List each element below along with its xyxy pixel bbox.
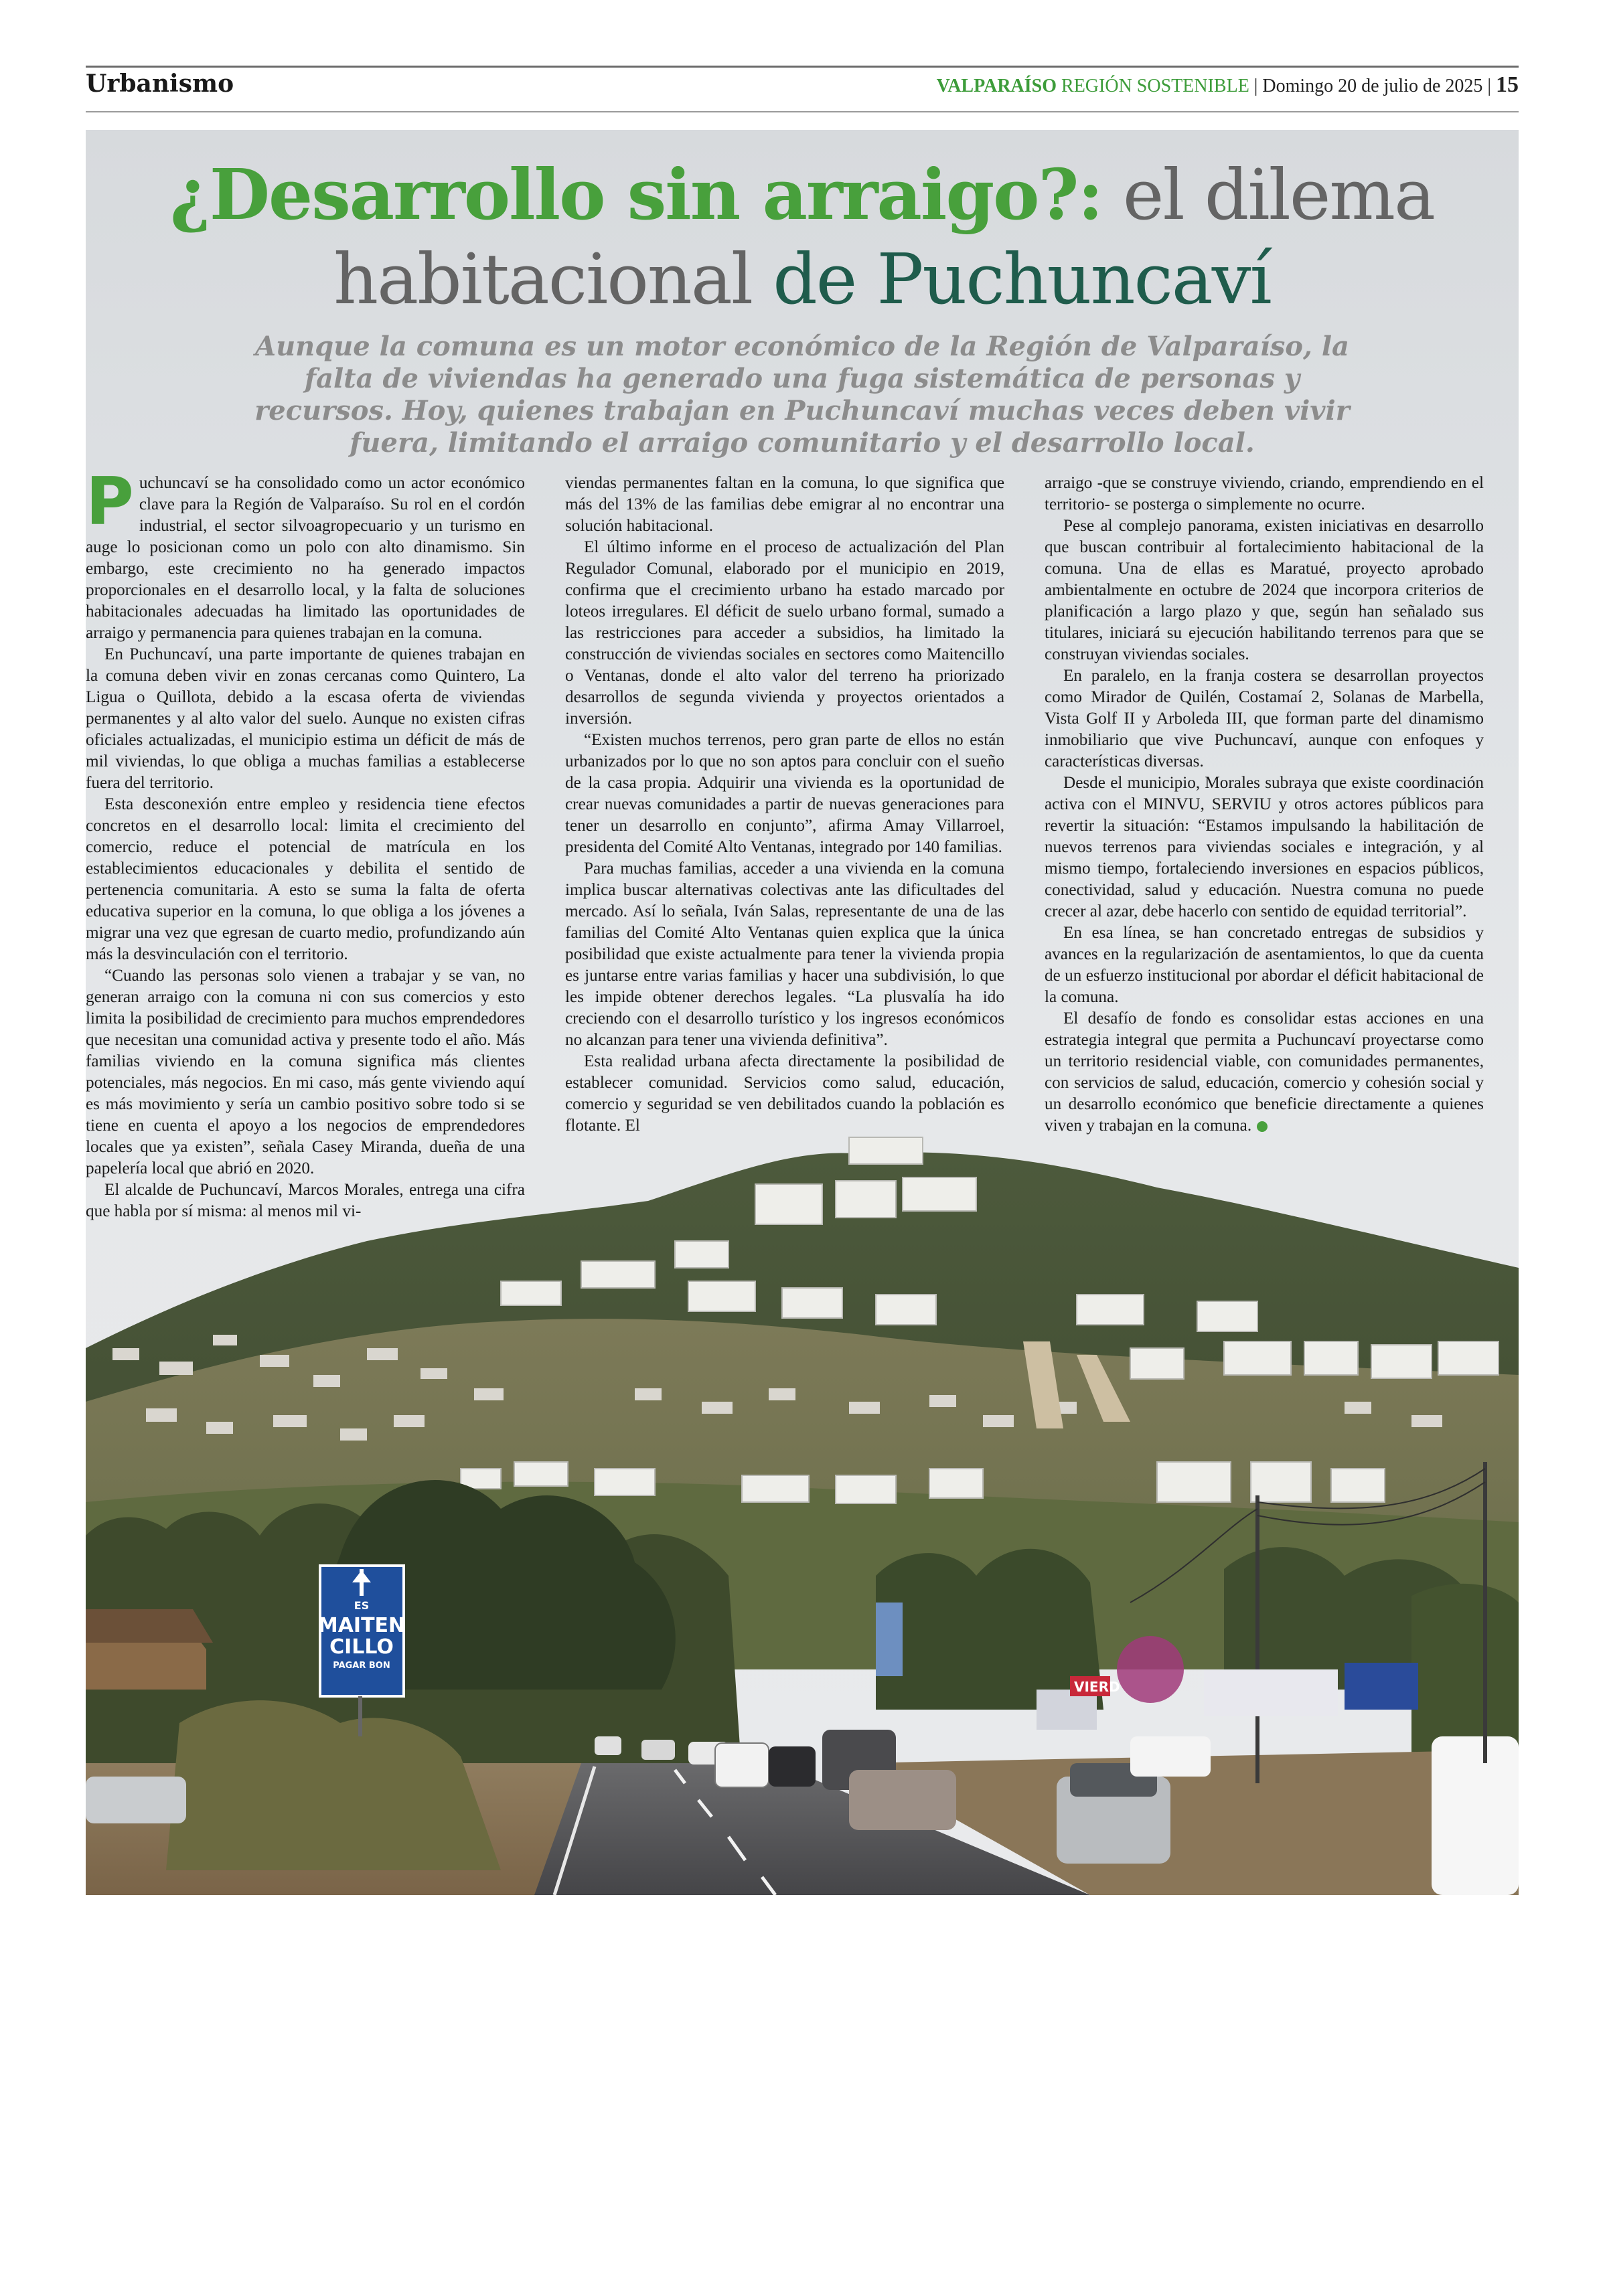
headline-puchuncavi: de Puchuncaví: [773, 238, 1271, 320]
paragraph: Para muchas familias, acceder a una vivienda en la comuna implica buscar alternativas colectivas ante las dificultades del mercado. Así lo señala, Iván Salas, representante de una de las familias del Comité Alto Ventanas quien explica que la única posibilidad que existe actualmente para tener la vivienda propia es juntarse entre varias familias y hacer una subdivisión, lo que les impide obtener derechos legales. “La plusvalía ha ido creciendo con el desarrollo turístico y los ingresos económicos no alcanzan para tener una vivienda definitiva”.: [565, 859, 1004, 1049]
masthead-date: Domingo 20 de julio de 2025: [1262, 76, 1483, 96]
paragraph: “Cuando las personas solo vienen a trabajar y se van, no generan arraigo con la comuna ni con sus comercios y esto limita la posibilidad de crecimiento para muchos emprendedores que necesitan una comunidad activa y presente todo el año. Más familias viviendo en la comuna significa más clientes potenciales, más negocios. En mi caso, más gente viviendo aquí es más movimiento y sería un cambio positivo sobre todo si se tiene en cuenta el apoyo a los negocios de emprendedores locales que ya existen”, señala Casey Miranda, dueña de una papelería local que abrió en 2020.: [86, 967, 525, 1177]
trees-right: [876, 1549, 1103, 1710]
headline-habitacional: habitacional: [333, 238, 753, 320]
paragraph: Puchuncaví se ha consolidado como un actor económico clave para la Región de Valparaíso. Su rol en el cordón industrial, el sector silvoagropecuario y un turismo en auge lo posicionan como un polo con alto dinamismo. Sin embargo, este crecimiento no ha generado impactos proporcionales en el desarrollo local, y la falta de soluciones habitacionales adecuadas ha limitado las oportunidades de arraigo y permanencia para quienes trabajan en la comuna.: [86, 464, 525, 642]
paragraph: viendas permanentes faltan en la comuna, lo que significa que más del 13% de las familias debe emigrar al no encontrar una solución habitacional.: [565, 474, 1004, 535]
shop-sign-text: VIERD: [1074, 1679, 1120, 1695]
paragraph: En Puchuncaví, una parte importante de quienes trabajan en la comuna deben vivir en zonas cercanas como Quintero, La Ligua o Quillota, debido a la escasa oferta de viviendas permanentes y al alto valor del suelo. Aunque no existen cifras oficiales actualizadas, el municipio estima un déficit de más de mil viviendas, lo que obliga a muchas familias a establecerse fuera del territorio.: [86, 645, 525, 792]
paragraph: Desde el municipio, Morales subraya que existe coordinación activa con el MINVU, SERVIU y otros actores públicos para revertir la situación: “Estamos impulsando la habilitación de nuevos terrenos para viviendas sociales e integración, y al mismo tiempo, fortaleciendo inversiones en espacios públicos, conectividad, salud y educación. Nuestra comuna no puede crecer al azar, debe hacerlo con sentido de equidad territorial”.: [1045, 774, 1484, 920]
drop-cap: P: [86, 464, 134, 540]
section-label: Urbanismo: [86, 70, 234, 98]
paragraph: Esta desconexión entre empleo y residencia tiene efectos concretos en el desarrollo local: limita el crecimiento del comercio, reduce el potencial de matrícula en los establecimientos educacionales y debilita el sentido de pertenencia comunitaria. A esto se suma la falta de oferta educativa superior en la comuna, lo que obliga a los jóvenes a migrar una vez que egresan de cuarto medio, profundizando aún más la desvinculación con el territorio.: [86, 795, 525, 963]
road-sign-line-1: ES: [354, 1599, 370, 1612]
paragraph: En paralelo, en la franja costera se desarrollan proyectos como Mirador de Quilén, Costamaí 2, Solanas de Marbella, Vista Golf II y Arboleda III, que forman parte del dinamismo inmobiliario que vive Puchuncaví, aunque con enfoques y características diversas.: [1045, 667, 1484, 770]
headline-dilemma: el dilema: [1122, 154, 1435, 236]
road-sign-line-3: CILLO: [329, 1635, 394, 1659]
paragraph: “Existen muchos terrenos, pero gran parte de ellos no están urbanizados por lo que no son aptos para concluir con el sueño de la casa propia. Adquirir una vivienda es la oportunidad de crear nuevas comunidades a partir de nuevas generaciones para tener un desarrollo en conjunto”, afirma Amay Villarroel, presidenta del Comité Alto Ventanas, integrado por 140 familias.: [565, 731, 1004, 856]
header-bottom-rule: [86, 111, 1519, 112]
masthead-city: VALPARAÍSO: [936, 76, 1057, 96]
article-deck: Aunque la comuna es un motor económico de la Región de Valparaíso, la falta de viviendas ha generado una fuga sistemática de personas y recursos. Hoy, quienes trabajan en Puchuncaví muchas veces deben vivir fuera, limitando el arraigo comunitario y el desarrollo local.: [254, 331, 1350, 459]
paragraph: En esa línea, se han concretado entregas de subsidios y avances en la regularización de asentamientos, lo que da cuenta de un esfuerzo institucional por abordar el déficit habitacional de la comuna.: [1045, 924, 1484, 1006]
masthead: [937, 72, 1519, 98]
article-photo-panel: [86, 130, 1519, 1895]
paragraph: El alcalde de Puchuncaví, Marcos Morales, entrega una cifra que habla por sí misma: al menos mil vi-: [86, 1181, 525, 1220]
road-sign-line-2: MAITEN: [317, 1614, 406, 1637]
masthead-region: REGIÓN SOSTENIBLE: [1061, 76, 1249, 96]
article-column-1: [86, 464, 525, 1222]
paragraph: Esta realidad urbana afecta directamente la posibilidad de establecer comunidad. Servicios como salud, educación, comercio y seguridad se ven debilitados cuando la población es flotante. El: [565, 1052, 1004, 1135]
paragraph: Pese al complejo panorama, existen iniciativas en desarrollo que buscan contribuir al fortalecimiento habitacional de la comuna. Una de ellas es Maratué, proyecto aprobado ambientalmente en octubre de 2024 que incorpora criterios de planificación a largo plazo y que, según han señalado sus titulares, iniciará su ejecución habilitando terrenos para que se construyan viviendas sociales.: [1045, 517, 1484, 663]
article-column-2: [565, 473, 1004, 1137]
masthead-separator: |: [1487, 76, 1491, 96]
headline-question: ¿Desarrollo sin arraigo?:: [169, 153, 1102, 236]
paragraph: arraigo -que se construye viviendo, criando, emprendiendo en el territorio- se posterga o simplemente no ocurre.: [1045, 474, 1484, 513]
road-sign-line-4: PAGAR BON: [333, 1661, 390, 1671]
article-column-3: [1045, 473, 1484, 1137]
article-headline: [86, 153, 1519, 321]
paragraph: El desafío de fondo es consolidar estas acciones en una estrategia integral que permita a Puchuncaví proyectarse como un territorio residencial viable, con comunidades permanentes, con servicios de salud, educación, comercio y cohesión social y un desarrollo económico que beneficie directamente a quienes viven y trabajan en la comuna.: [1045, 1009, 1484, 1135]
masthead-separator: |: [1253, 76, 1258, 96]
end-of-article-dot: [1257, 1121, 1268, 1132]
header-top-rule: [86, 66, 1519, 68]
paragraph: El último informe en el proceso de actualización del Plan Regulador Comunal, elaborado por el municipio en 2019, confirma que el crecimiento urbano ha estado marcado por loteos irregulares. El déficit de suelo urbano formal, sumado a las restricciones para acceder a subsidios, ha limitado la construcción de viviendas sociales en sectores como Maitencillo o Ventanas, donde el alto valor del terreno ha priorizado desarrollos de segunda vivienda y proyectos orientados a inversión.: [565, 538, 1004, 728]
page-number: 15: [1496, 72, 1519, 97]
